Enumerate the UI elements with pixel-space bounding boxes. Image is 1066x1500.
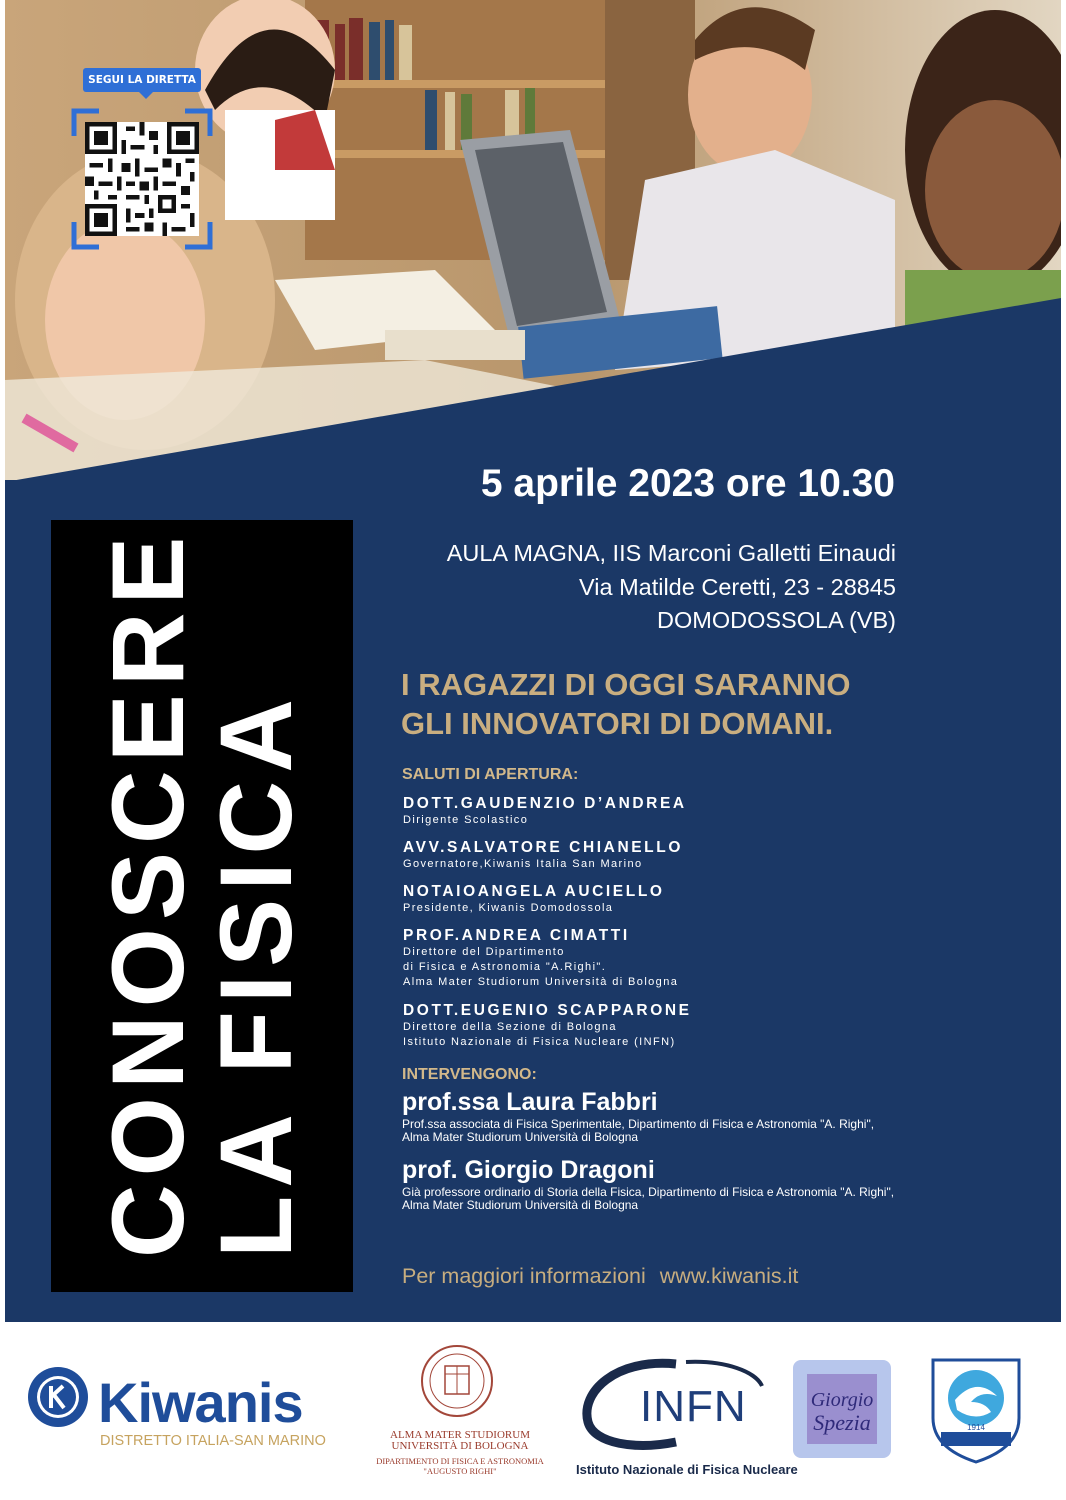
more-info	[402, 1264, 798, 1289]
infn-wordmark: INFN	[640, 1382, 747, 1431]
greeting-speaker	[403, 1001, 1043, 1050]
speaker-role: Alma Mater Studiorum Università di Bologna	[402, 1130, 639, 1144]
unibo-line-3: DIPARTIMENTO DI FISICA E ASTRONOMIA	[376, 1456, 544, 1466]
speaker-role: Già professore ordinario di Storia della Fisica, Dipartimento di Fisica e Astronomia "A. Righi",	[402, 1185, 895, 1199]
speaker-role: Prof.ssa associata di Fisica Sperimentale, Dipartimento di Fisica e Astronomia "A. Righi",	[402, 1117, 875, 1131]
title-rotated	[51, 520, 353, 1292]
venue-line-3: DOMODOSSOLA (VB)	[657, 607, 896, 633]
infn-full-name: Istituto Nazionale di Fisica Nucleare	[576, 1462, 798, 1477]
speaker-name: NOTAIOANGELA AUCIELLO	[403, 883, 665, 900]
unibo-seal-icon	[420, 1344, 494, 1418]
svg-text:1914: 1914	[967, 1423, 985, 1432]
speaker-role: Presidente, Kiwanis Domodossola	[403, 902, 614, 914]
opening-greetings-heading: SALUTI DI APERTURA:	[402, 766, 579, 783]
venue-line-2: Via Matilde Ceretti, 23 - 28845	[579, 574, 896, 600]
tagline	[401, 665, 1021, 743]
speaker-role: Governatore,Kiwanis Italia San Marino	[403, 858, 643, 870]
title-line-1: CONOSCERE	[91, 528, 205, 1258]
svg-text:Spezia: Spezia	[813, 1410, 871, 1435]
title-box	[51, 520, 353, 1292]
keynote-speaker	[402, 1087, 1042, 1144]
more-info-label: Per maggiori informazioni	[402, 1264, 646, 1288]
speaker-name: DOTT.EUGENIO SCAPPARONE	[403, 1002, 692, 1019]
tagline-line-2: GLI INNOVATORI DI DOMANI.	[401, 706, 834, 741]
unibo-line-1: ALMA MATER STUDIORUM	[390, 1429, 530, 1441]
greeting-speaker	[403, 926, 1043, 990]
kiwanis-seal-icon	[27, 1366, 89, 1428]
kiwanis-wordmark: Kiwanis	[98, 1371, 303, 1434]
speaker-role: Dirigente Scolastico	[403, 814, 529, 826]
greeting-speaker	[403, 882, 1043, 916]
marconi-galletti-einaudi-crest-icon	[927, 1356, 1025, 1466]
unibo-line-4: "AUGUSTO RIGHI"	[423, 1466, 497, 1476]
speaker-name: AVV.SALVATORE CHIANELLO	[403, 839, 683, 856]
kiwanis-district: DISTRETTO ITALIA-SAN MARINO	[100, 1433, 326, 1449]
speaker-name: prof. Giorgio Dragoni	[402, 1156, 655, 1184]
title-line-2: LA FISICA	[199, 691, 313, 1258]
qr-code[interactable]	[85, 122, 199, 236]
greeting-speaker	[403, 838, 1043, 872]
unibo-line-2: UNIVERSITÀ DI BOLOGNA	[391, 1440, 529, 1452]
speaker-role: Istituto Nazionale di Fisica Nucleare (INFN)	[403, 1036, 676, 1048]
greeting-speaker	[403, 794, 1043, 828]
speaker-role: Direttore della Sezione di Bologna	[403, 1021, 617, 1033]
tagline-line-1: I RAGAZZI DI OGGI SARANNO	[401, 667, 851, 702]
event-date: 5 aprile 2023 ore 10.30	[480, 462, 895, 505]
keynote-speaker	[402, 1155, 1042, 1212]
talks-heading: INTERVENGONO:	[402, 1066, 537, 1083]
live-stream-label: SEGUI LA DIRETTA	[83, 68, 201, 92]
event-poster	[5, 0, 1061, 1322]
svg-text:Giorgio: Giorgio	[810, 1389, 874, 1411]
venue-line-1: AULA MAGNA, IIS Marconi Galletti Einaudi	[446, 540, 896, 566]
speaker-name: prof.ssa Laura Fabbri	[402, 1088, 658, 1116]
speaker-role: Direttore del Dipartimento	[403, 946, 565, 958]
website-link[interactable]: www.kiwanis.it	[659, 1264, 799, 1288]
speaker-name: DOTT.GAUDENZIO D’ANDREA	[403, 795, 687, 812]
liceo-spezia-logo-icon	[793, 1360, 891, 1458]
speaker-role: di Fisica e Astronomia "A.Righi".	[403, 961, 607, 973]
speaker-role: Alma Mater Studiorum Università di Bologna	[402, 1198, 639, 1212]
speaker-name: PROF.ANDREA CIMATTI	[403, 927, 630, 944]
speaker-role: Alma Mater Studiorum Università di Bologna	[403, 976, 679, 988]
